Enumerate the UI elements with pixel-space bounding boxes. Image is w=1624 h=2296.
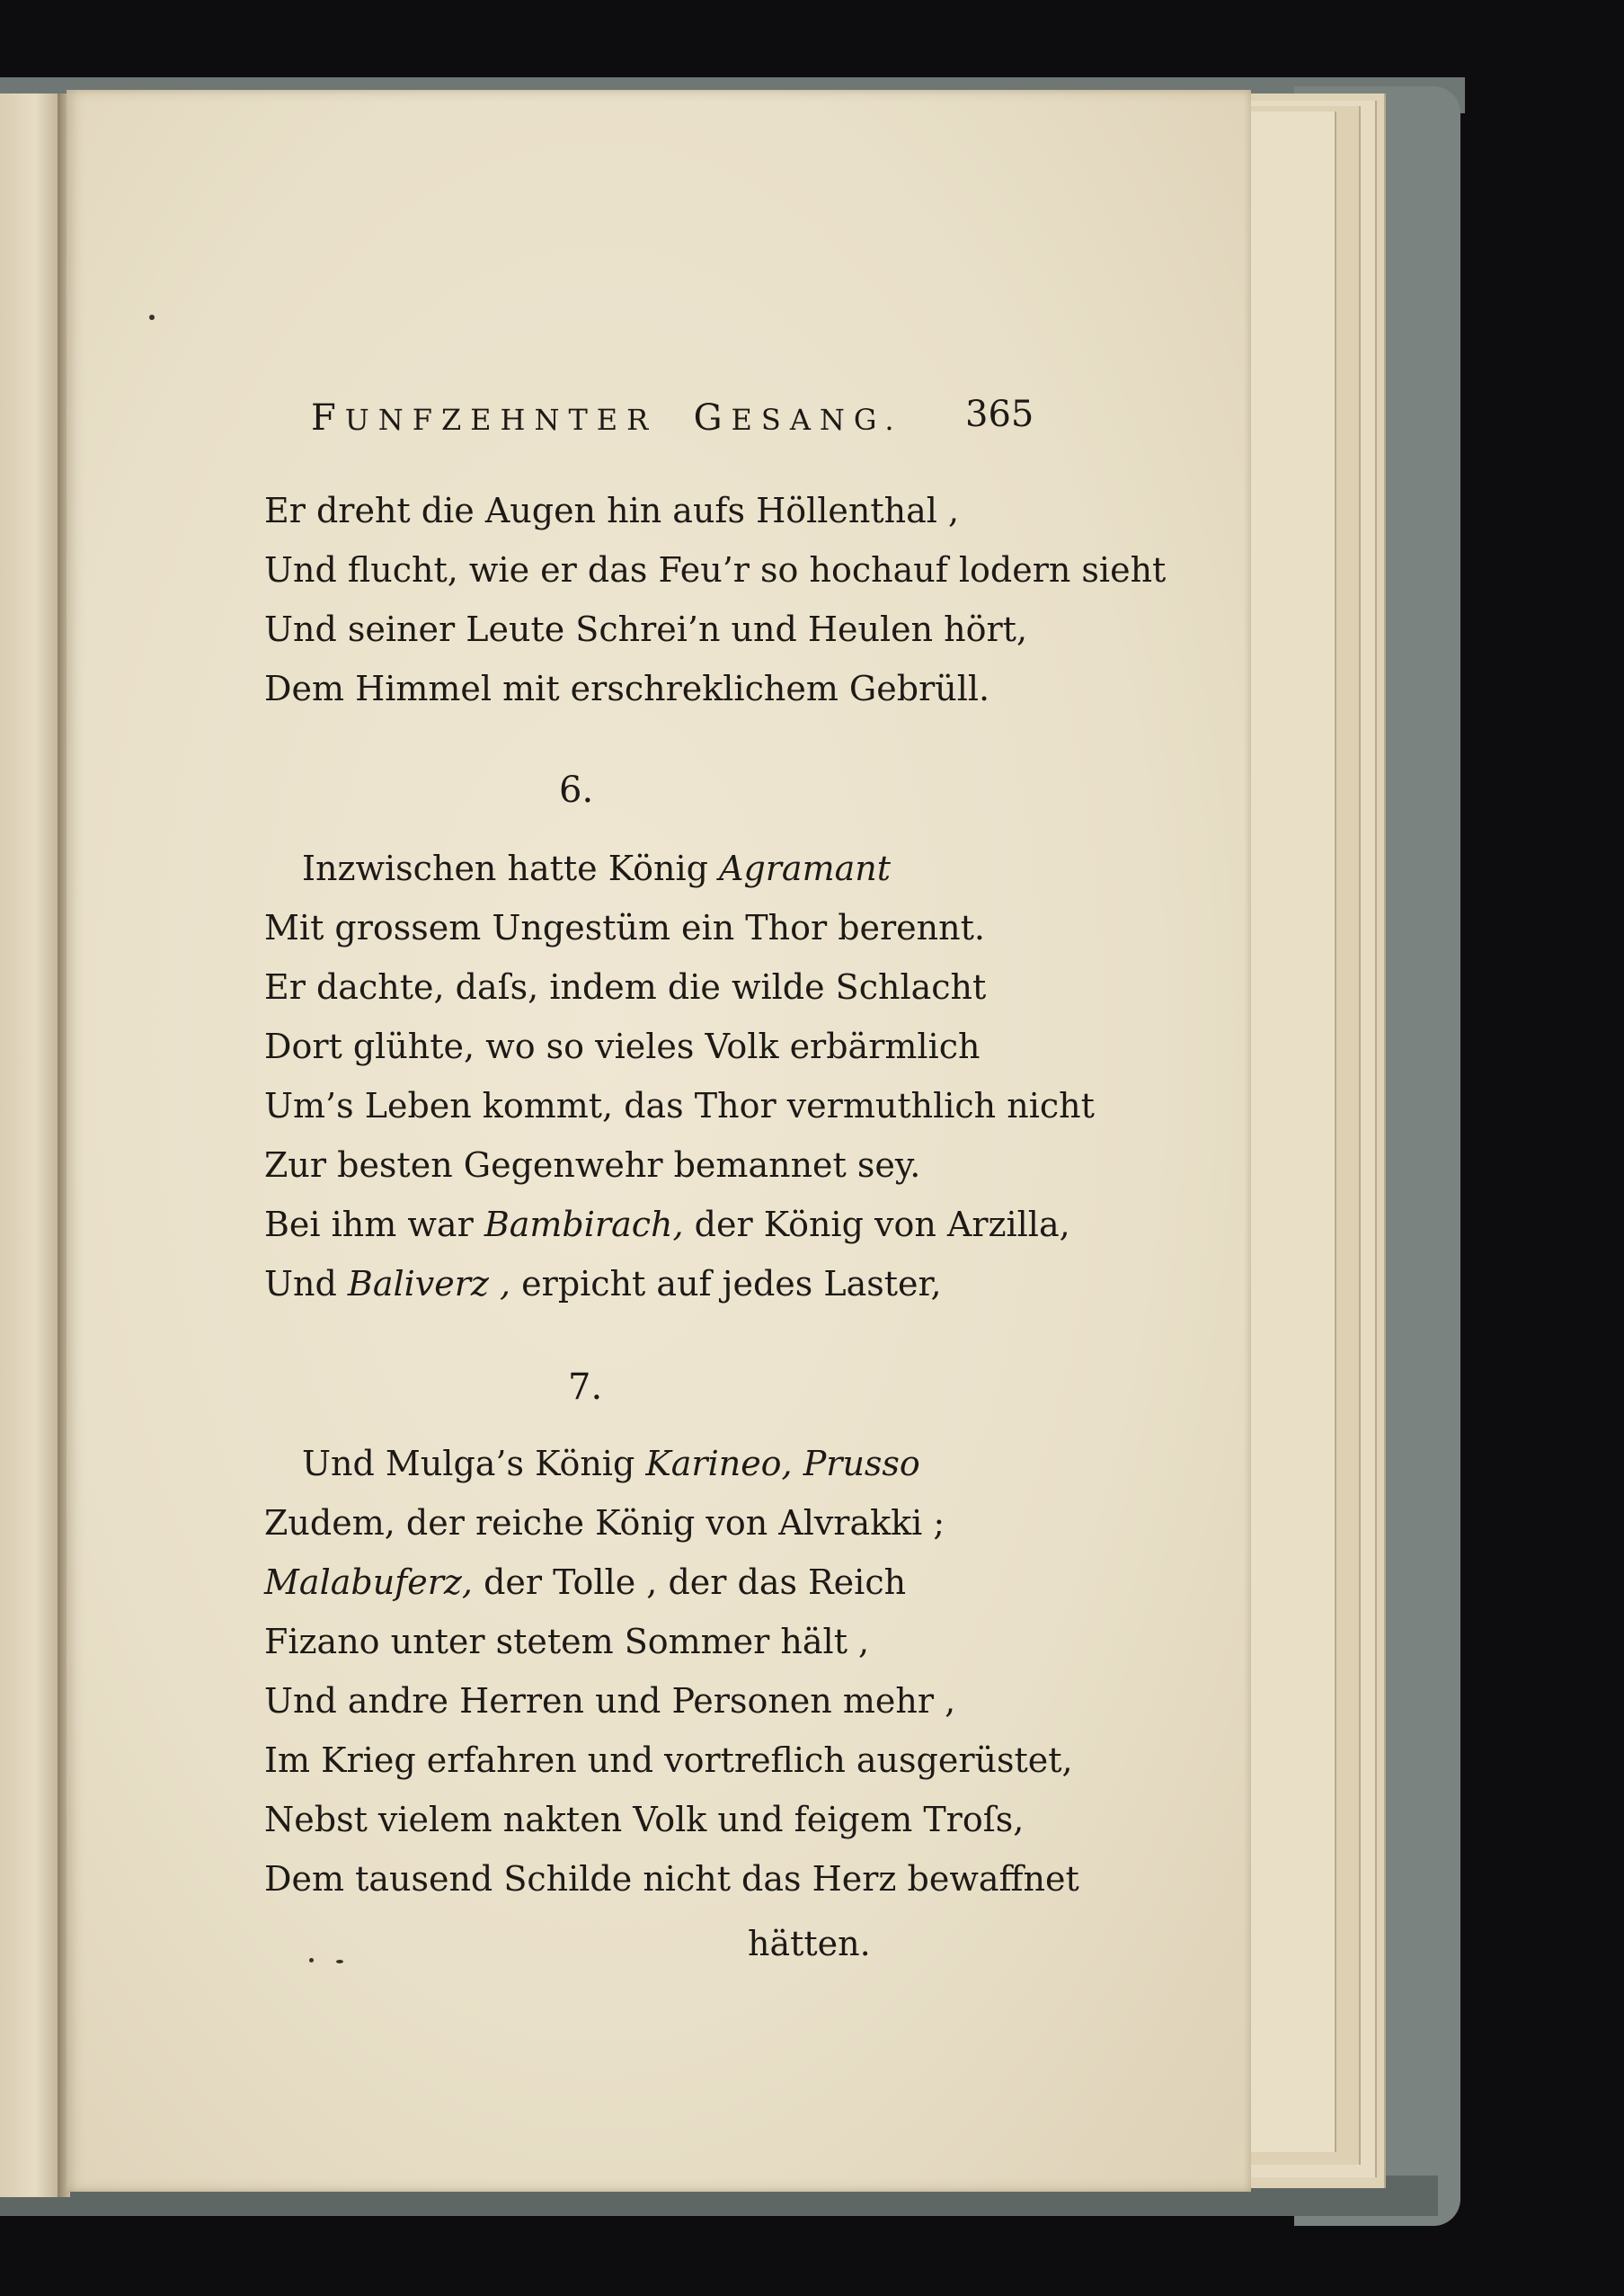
running-head-word-2: ESANG. <box>731 403 903 437</box>
verse-text: Mit grossem Ungestüm ein Thor berennt. <box>264 908 985 948</box>
verse-line <box>302 850 891 886</box>
verse-line <box>264 1861 1079 1897</box>
verse-italic: Bambirach, <box>484 1205 684 1244</box>
verse-text: Zur besten Gegenwehr bemannet sey. <box>264 1145 921 1185</box>
verse-line <box>264 969 986 1005</box>
verse-line: Dem Himmel mit erschreklichem Gebrüll. <box>264 669 990 708</box>
verse-text: Dem tausend Schilde nicht das Herz bewaffnet <box>264 1859 1079 1899</box>
verse-line <box>264 1683 955 1719</box>
verse-text: Und <box>264 1264 348 1304</box>
running-head <box>311 397 903 439</box>
verse-text: Und andre Herren und Personen mehr , <box>264 1681 956 1721</box>
running-head-cap-2: G <box>693 397 732 439</box>
page-number: 365 <box>965 394 1034 435</box>
verse-line <box>302 1446 920 1482</box>
verse-text: Zudem, der reiche König von Alvrakki ; <box>264 1503 945 1543</box>
paper-speck <box>309 1958 314 1962</box>
verse-text: Um’s Leben kommt, das Thor vermuthlich nicht <box>264 1086 1095 1126</box>
verse-italic: Baliverz , <box>347 1264 511 1304</box>
verse-line <box>264 1028 980 1064</box>
verse-line: Er dreht die Augen hin aufs Höllenthal , <box>264 491 960 530</box>
fore-edge-leaf <box>1245 111 1336 2152</box>
stanza-number: 6. <box>559 770 594 811</box>
verse-italic: Malabuferz, <box>264 1562 473 1602</box>
verse-line <box>264 1505 945 1541</box>
verse-line <box>264 1266 942 1302</box>
verse-line <box>264 910 985 946</box>
left-facing-page <box>0 93 65 2197</box>
running-head-cap-1: F <box>311 397 345 439</box>
verse-line <box>264 1742 1073 1778</box>
verse-text: Fizano unter stetem Sommer hält , <box>264 1622 870 1661</box>
verse-italic: Karineo, Prusso <box>645 1444 920 1483</box>
verse-line <box>264 1088 1095 1124</box>
verse-turnover: hätten. <box>748 1924 871 1963</box>
stanza-number: 7. <box>568 1366 603 1408</box>
verse-line: Und flucht, wie er das Feu’r so hochauf lodern sieht <box>264 550 1167 590</box>
paper-speck <box>149 315 155 320</box>
verse-line <box>264 1206 1070 1242</box>
verse-text: der König von Arzilla, <box>683 1205 1070 1244</box>
running-head-word-1: UNFZEHNTER <box>344 403 658 437</box>
verse-text: der Tolle , der das Reich <box>473 1562 907 1602</box>
verse-text: Und Mulga’s König <box>302 1444 646 1483</box>
verse-text: Nebst vielem nakten Volk und feigem Troſs, <box>264 1800 1025 1839</box>
verse-text: Im Krieg erfahren und vortreflich ausgerüstet, <box>264 1740 1073 1780</box>
verse-text: Dort glühte, wo so vieles Volk erbärmlich <box>264 1027 981 1066</box>
right-page <box>67 90 1251 2192</box>
verse-line <box>264 1147 920 1183</box>
verse-line: Und seiner Leute Schrei’n und Heulen hört, <box>264 610 1028 649</box>
verse-line <box>264 1564 906 1600</box>
verse-italic: Agramant <box>719 849 892 888</box>
verse-line <box>264 1624 869 1660</box>
paper-speck <box>336 1960 343 1963</box>
verse-text: erpicht auf jedes Laster, <box>510 1264 942 1304</box>
verse-text: Bei ihm war <box>264 1205 484 1244</box>
verse-text: Inzwischen hatte König <box>302 849 719 888</box>
verse-line <box>264 1802 1024 1838</box>
verse-text: Er dachte, daſs, indem die wilde Schlacht <box>264 967 987 1007</box>
